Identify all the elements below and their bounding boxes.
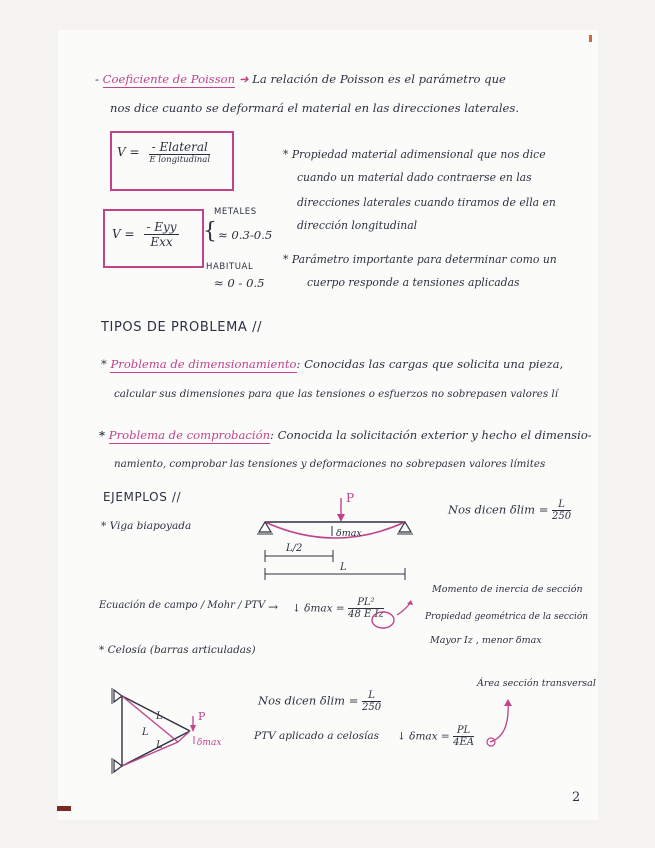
limit-2-num: L xyxy=(362,690,381,702)
area-note: Área sección transversal xyxy=(477,678,596,689)
formula-1 xyxy=(117,140,210,165)
formula-2-fraction xyxy=(144,220,178,249)
truss-formula xyxy=(397,725,474,748)
star-bullet: * xyxy=(99,428,106,442)
arrow-to-note-icon xyxy=(395,598,415,618)
ecuacion-label: Ecuación de campo / Mohr / PTV xyxy=(99,600,266,611)
deflection-formula-num: PL² xyxy=(348,597,384,609)
dimensionamiento-line-1 xyxy=(101,357,563,371)
poisson-def-1: La relación de Poisson es el parámetro que xyxy=(252,72,506,86)
note-geometrica: Propiedad geométrica de la sección xyxy=(425,612,589,622)
limit-1-fraction xyxy=(552,499,571,522)
comprobacion-term: Problema de comprobación xyxy=(108,428,271,442)
formula-2-den: Exx xyxy=(150,235,173,249)
arrow-right-icon: → xyxy=(268,600,279,614)
limit-1-text: Nos dicen δlim = xyxy=(448,502,549,517)
truss-formula-fraction xyxy=(453,725,474,748)
note-inercia: Momento de inercia de sección xyxy=(432,584,583,595)
deflection-label: δmax xyxy=(336,528,362,539)
brace-icon: { xyxy=(203,219,217,244)
formula-1-den: E longitudinal xyxy=(149,155,211,165)
truss-formula-num: PL xyxy=(453,725,474,737)
formula-2-lhs: V = xyxy=(112,227,135,241)
arrow-icon: ➜ xyxy=(238,72,249,86)
poisson-def-2: nos dice cuanto se deformará el material en las direcciones laterales. xyxy=(110,101,520,115)
limit-2-den: 250 xyxy=(362,702,382,713)
poisson-note-2-line-2: cuerpo responde a tensiones aplicadas xyxy=(307,276,520,289)
span-label: L xyxy=(340,562,347,573)
highlight-circle-iz xyxy=(370,610,396,630)
limit-1 xyxy=(448,499,571,522)
deflection-formula-lhs: ↓ δmax = xyxy=(292,602,345,615)
note-mayor: Mayor Iz , menor δmax xyxy=(430,635,542,646)
truss-diagram xyxy=(108,686,218,778)
page-number: 2 xyxy=(572,790,581,805)
celosia-label: * Celosía (barras articuladas) xyxy=(99,644,256,656)
truss-load-label: P xyxy=(198,710,206,723)
scan-mark xyxy=(57,806,71,811)
metales-label: METALES xyxy=(214,207,257,217)
load-label: P xyxy=(346,491,355,505)
formula-2 xyxy=(112,220,179,249)
limit-2-fraction xyxy=(362,690,381,713)
corner-mark xyxy=(589,35,592,42)
comprobacion-text-2: namiento, comprobar las tensiones y deformaciones no sobrepasen valores límites xyxy=(114,458,546,470)
ptv-text: PTV aplicado a celosías xyxy=(254,730,379,742)
dimensionamiento-text-2: calcular sus dimensiones para que las tensiones o esfuerzos no sobrepasen valores lí xyxy=(114,388,559,400)
bullet: - xyxy=(95,72,99,86)
ejemplos-heading: EJEMPLOS // xyxy=(103,490,182,504)
truss-bar-label-3: L xyxy=(156,740,163,751)
truss-bar-label-2: L xyxy=(142,727,149,738)
dimensionamiento-term: Problema de dimensionamiento xyxy=(110,357,297,371)
poisson-term: Coeficiente de Poisson xyxy=(102,72,236,86)
comprobacion-text-1: : Conocida la solicitación exterior y hecho el dimensio- xyxy=(270,428,592,442)
formula-1-fraction xyxy=(149,140,210,165)
poisson-note-1-line-1: * Propiedad material adimensional que nos dice xyxy=(283,148,546,161)
formula-1-lhs: V = xyxy=(117,145,140,159)
truss-formula-den: 4EA xyxy=(453,737,474,748)
area-arrow-icon xyxy=(486,696,516,746)
habitual-value: ≈ 0 - 0.5 xyxy=(214,276,265,290)
tipos-heading: TIPOS DE PROBLEMA // xyxy=(101,320,263,335)
truss-deflection-label: δmax xyxy=(197,738,222,748)
formula-1-num: - Elateral xyxy=(149,140,210,155)
truss-bar-label-1: L xyxy=(156,711,163,722)
limit-1-den: 250 xyxy=(552,511,572,522)
formula-2-num: - Eyy xyxy=(146,220,177,234)
truss-formula-lhs: ↓ δmax = xyxy=(397,730,450,743)
poisson-note-2-line-1: * Parámetro importante para determinar como un xyxy=(283,253,557,266)
poisson-note-1-line-2: cuando un material dado contraerse en las xyxy=(297,171,532,184)
star-bullet: * xyxy=(101,357,107,371)
limit-2-text: Nos dicen δlim = xyxy=(258,693,359,708)
limit-2 xyxy=(258,690,381,713)
dimensionamiento-text-1: : Conocidas las cargas que solicita una pieza, xyxy=(296,357,564,371)
habitual-label: HABITUAL xyxy=(206,262,254,272)
poisson-note-1-line-3: direcciones laterales cuando tiramos de ella en xyxy=(297,196,556,209)
half-span-label: L/2 xyxy=(286,543,303,554)
comprobacion-line-1 xyxy=(99,428,592,442)
deflection-formula-den: 48 E Iz xyxy=(348,609,384,620)
poisson-line-1 xyxy=(95,72,506,86)
metales-value: ≈ 0.3-0.5 xyxy=(218,228,273,242)
limit-1-num: L xyxy=(552,499,571,511)
viga-label: * Viga biapoyada xyxy=(101,520,192,532)
poisson-note-1-line-4: dirección longitudinal xyxy=(297,219,418,232)
